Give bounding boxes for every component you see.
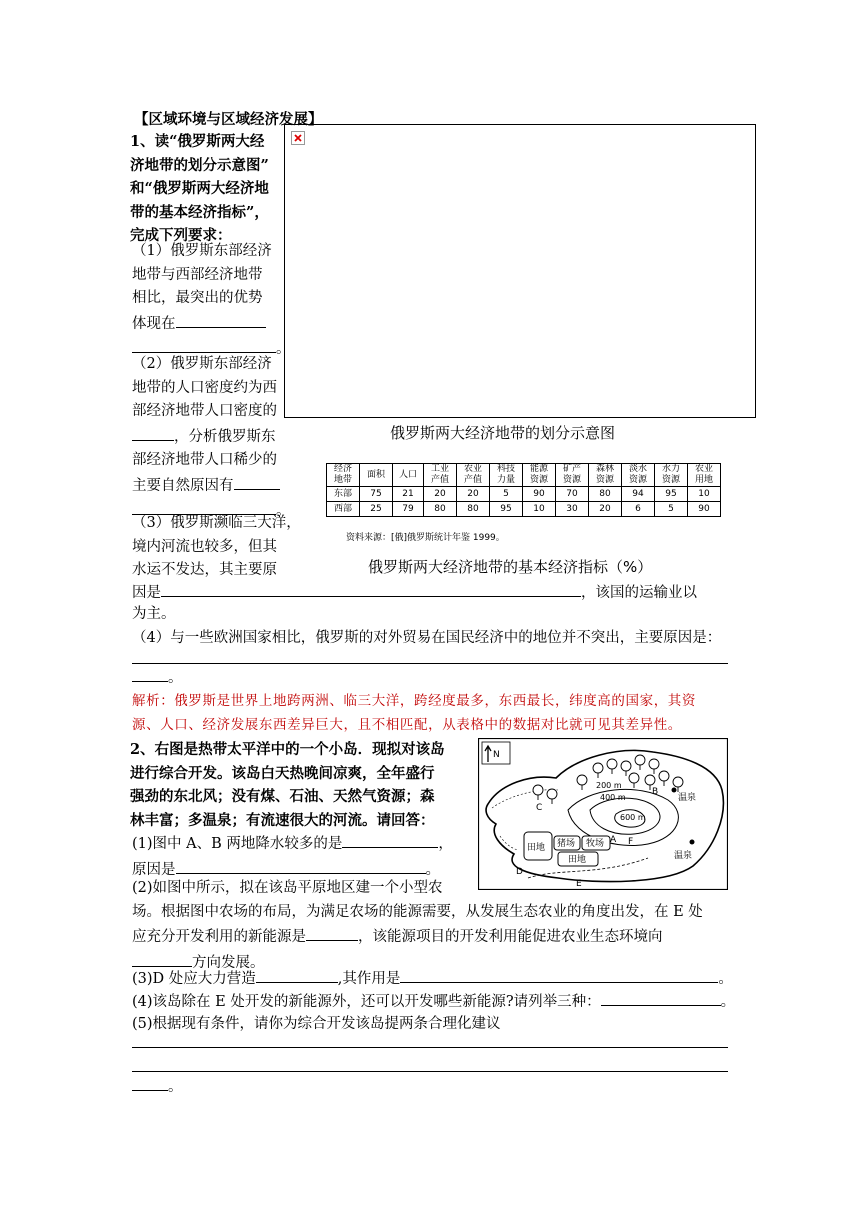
q1-part2 (132, 353, 292, 524)
q2-s1-text: (1)图中 A、B 两地降水较多的是 (132, 836, 343, 852)
table-header: 面积 (360, 464, 393, 487)
q2-s2-text: ，该能源项目的开发利用能促进农业生态环境向 (358, 929, 663, 945)
q2-intro-line: 强劲的东北风；没有煤、石油、天然气资源；森 (130, 788, 435, 805)
answer-blank-1-2b[interactable] (234, 473, 280, 490)
table-header-row (327, 464, 721, 487)
q1-intro-line: 1、读“俄罗斯两大经 (130, 133, 265, 150)
table-cell: 80 (457, 502, 490, 517)
table-cell: 10 (523, 502, 556, 517)
q1-part4: （4）与一些欧洲国家相比，俄罗斯的对外贸易在国民经济中的地位并不突出，主要原因是： (132, 630, 722, 646)
q1-part1 (132, 240, 292, 362)
q1-part3 (132, 512, 302, 583)
table-source: 资料来源：[俄]俄罗斯统计年鉴 1999。 (346, 533, 505, 543)
answer-line-2-5a[interactable] (132, 1047, 728, 1048)
table-cell: 25 (360, 502, 393, 517)
svg-text:C: C (536, 803, 543, 813)
q2-s4-text: (4)该岛除在 E 处开发的新能源外，还可以开发哪些新能源?请列举三种： (132, 994, 601, 1010)
table-caption: 俄罗斯两大经济地带的基本经济指标（%） (368, 558, 653, 576)
q2-sub4 (132, 989, 735, 1015)
q1-p3-suffix: ，该国的运输业以 (581, 585, 697, 601)
table-header: 经济 地带 (327, 464, 360, 487)
q2-intro (130, 738, 445, 832)
svg-text:猪场: 猪场 (557, 839, 576, 849)
period: 。 (425, 861, 440, 878)
svg-text:田地: 田地 (527, 843, 546, 853)
period: 。 (276, 341, 291, 357)
q1-p2-line: 主要自然原因有 (132, 477, 234, 494)
q1-p4-end (132, 665, 183, 691)
svg-text:牧场: 牧场 (586, 839, 605, 849)
russia-map-placeholder (284, 124, 756, 418)
q1-p3-prefix: 因是 (132, 585, 161, 601)
table-cell: 75 (360, 487, 393, 502)
table-header: 工业 产值 (424, 464, 457, 487)
q1-p2-line: （2）俄罗斯东部经济 (132, 356, 272, 372)
q2-s2-line: (2)如图中所示，拟在该岛平原地区建一个小型农 (132, 880, 443, 896)
table-cell: 5 (490, 487, 523, 502)
table-cell: 20 (424, 487, 457, 502)
q2-s3-text: ,其作用是 (337, 971, 401, 987)
q1-intro (130, 130, 290, 248)
answer-blank-2-2a[interactable] (306, 924, 358, 941)
q2-sub1 (132, 831, 453, 882)
answer-blank-1-3a[interactable] (161, 580, 581, 597)
table-row (327, 502, 721, 517)
q2-s3-text: (3)D 处应大力营造 (132, 971, 256, 987)
q1-p3-line: 境内河流也较多，但其 (132, 538, 277, 555)
q1-p1-line: （1）俄罗斯东部经济 (132, 243, 272, 259)
answer-blank-1-1b[interactable] (132, 336, 276, 353)
q1-intro-line: 和“俄罗斯两大经济地 (130, 180, 269, 197)
q1-p2-line: 部经济地带人口稀少的 (132, 452, 277, 468)
svg-text:600 m: 600 m (620, 813, 646, 822)
svg-text:D: D (516, 867, 523, 877)
q2-s1-text: 原因是 (132, 861, 176, 878)
table-header: 农业 用地 (688, 464, 721, 487)
svg-text:400 m: 400 m (600, 793, 626, 802)
q2-s5-end (132, 1074, 183, 1100)
answer-blank-1-1a[interactable] (176, 311, 266, 328)
q2-sub3 (132, 966, 733, 992)
map-caption: 俄罗斯两大经济地带的划分示意图 (390, 424, 616, 442)
broken-image-icon (291, 131, 305, 145)
table-header: 水力 资源 (655, 464, 688, 487)
svg-text:温泉: 温泉 (678, 793, 697, 803)
answer-blank-1-2a[interactable] (132, 424, 174, 441)
economic-indicator-table (326, 463, 721, 517)
table-cell: 5 (655, 502, 688, 517)
answer-blank-1-4b[interactable] (132, 665, 168, 682)
q2-intro-line: 2、右图是热带太平洋中的一个小岛．现拟对该岛 (130, 741, 445, 758)
analysis (132, 690, 696, 737)
q1-p3-line: （3）俄罗斯濒临三大洋， (132, 515, 301, 531)
table-cell: 6 (622, 502, 655, 517)
svg-text:B: B (652, 787, 659, 797)
table-cell: 80 (424, 502, 457, 517)
table-header: 森林 资源 (589, 464, 622, 487)
answer-line-2-5b[interactable] (132, 1071, 728, 1072)
q2-intro-line: 林丰富；多温泉；有流速很大的河流。请回答： (130, 811, 435, 829)
svg-text:N: N (493, 750, 500, 760)
q1-part3-end (132, 580, 752, 606)
table-cell: 东部 (327, 487, 360, 502)
table-header: 农业 产值 (457, 464, 490, 487)
q2-sub5: (5)根据现有条件，请你为综合开发该岛提两条合理化建议 (132, 1016, 501, 1032)
period: 。 (718, 971, 733, 987)
period: 。 (276, 503, 291, 519)
table-cell: 10 (688, 487, 721, 502)
q2-sub2 (132, 877, 703, 975)
answer-blank-2-3a[interactable] (256, 966, 338, 983)
table-cell: 95 (655, 487, 688, 502)
q1-p3-line: 水运不发达，其主要原 (132, 562, 277, 578)
q2-s2-text: 方向发展。 (192, 954, 265, 971)
answer-blank-2-1b[interactable] (176, 857, 426, 874)
q1-p1-line: 相比，最突出的优势 (132, 290, 263, 306)
table-cell: 80 (589, 487, 622, 502)
q1-intro-line: 济地带的划分示意图” (130, 156, 269, 174)
table-cell: 79 (393, 502, 424, 517)
q2-s2-text: 应充分开发利用的新能源是 (132, 929, 306, 945)
table-cell: 90 (688, 502, 721, 517)
q1-intro-line: 完成下列要求： (130, 227, 232, 244)
svg-text:F: F (628, 837, 634, 847)
answer-line-1-4a[interactable] (132, 663, 728, 664)
period: 。 (168, 670, 183, 686)
island-map (478, 738, 728, 890)
answer-blank-2-1a[interactable] (342, 831, 438, 848)
period: 。 (720, 994, 736, 1010)
svg-text:E: E (576, 879, 582, 889)
table-cell: 70 (556, 487, 589, 502)
answer-blank-2-4[interactable] (601, 989, 721, 1006)
table-cell: 21 (393, 487, 424, 502)
table-header: 科技 力量 (490, 464, 523, 487)
answer-blank-2-3b[interactable] (400, 966, 718, 983)
table-cell: 94 (622, 487, 655, 502)
q1-p2-line: 地带的人口密度约为西 (132, 379, 277, 396)
q1-p3-tail: 为主。 (132, 606, 176, 622)
table-cell: 95 (490, 502, 523, 517)
table-header: 矿产 资源 (556, 464, 589, 487)
svg-text:A: A (610, 835, 617, 845)
svg-text:200 m: 200 m (596, 781, 622, 790)
svg-text:田地: 田地 (568, 855, 587, 865)
analysis-line: 源、人口、经济发展东西差异巨大，且不相匹配，从表格中的数据对比就可见其差异性。 (132, 716, 682, 733)
q1-p2-cont: ，分析俄罗斯东 (174, 428, 276, 445)
analysis-line: 解析：俄罗斯是世界上地跨两洲、临三大洋，跨经度最多，东西最长，纬度高的国家，其资 (132, 693, 696, 709)
q2-s2-line: 场。根据图中农场的布局，为满足农场的能源需要，从发展生态农业的角度出发，在 E 处 (132, 903, 703, 920)
answer-blank-2-2b[interactable] (132, 950, 192, 967)
table-cell: 30 (556, 502, 589, 517)
svg-text:温泉: 温泉 (674, 851, 693, 861)
q1-p1-line: 地带与西部经济地带 (132, 266, 263, 283)
period: 。 (168, 1079, 183, 1095)
table-row (327, 487, 721, 502)
table-header: 能源 资源 (523, 464, 556, 487)
section-title: 【区域环境与区域经济发展】 (134, 111, 323, 128)
table-header: 淡水 资源 (622, 464, 655, 487)
north-arrow-icon (482, 742, 510, 764)
q1-p2-line: 部经济地带人口密度的 (132, 403, 277, 419)
table-cell: 20 (457, 487, 490, 502)
q1-intro-line: 带的基本经济指标”， (130, 203, 269, 221)
comma: ， (438, 836, 453, 852)
table-cell: 90 (523, 487, 556, 502)
table-cell: 西部 (327, 502, 360, 517)
table-header: 人口 (393, 464, 424, 487)
table-cell: 20 (589, 502, 622, 517)
q1-p1-line: 体现在 (132, 315, 176, 332)
answer-blank-2-5c[interactable] (132, 1074, 168, 1091)
q2-intro-line: 进行综合开发。该岛白天热晚间凉爽，全年盛行 (130, 764, 435, 782)
